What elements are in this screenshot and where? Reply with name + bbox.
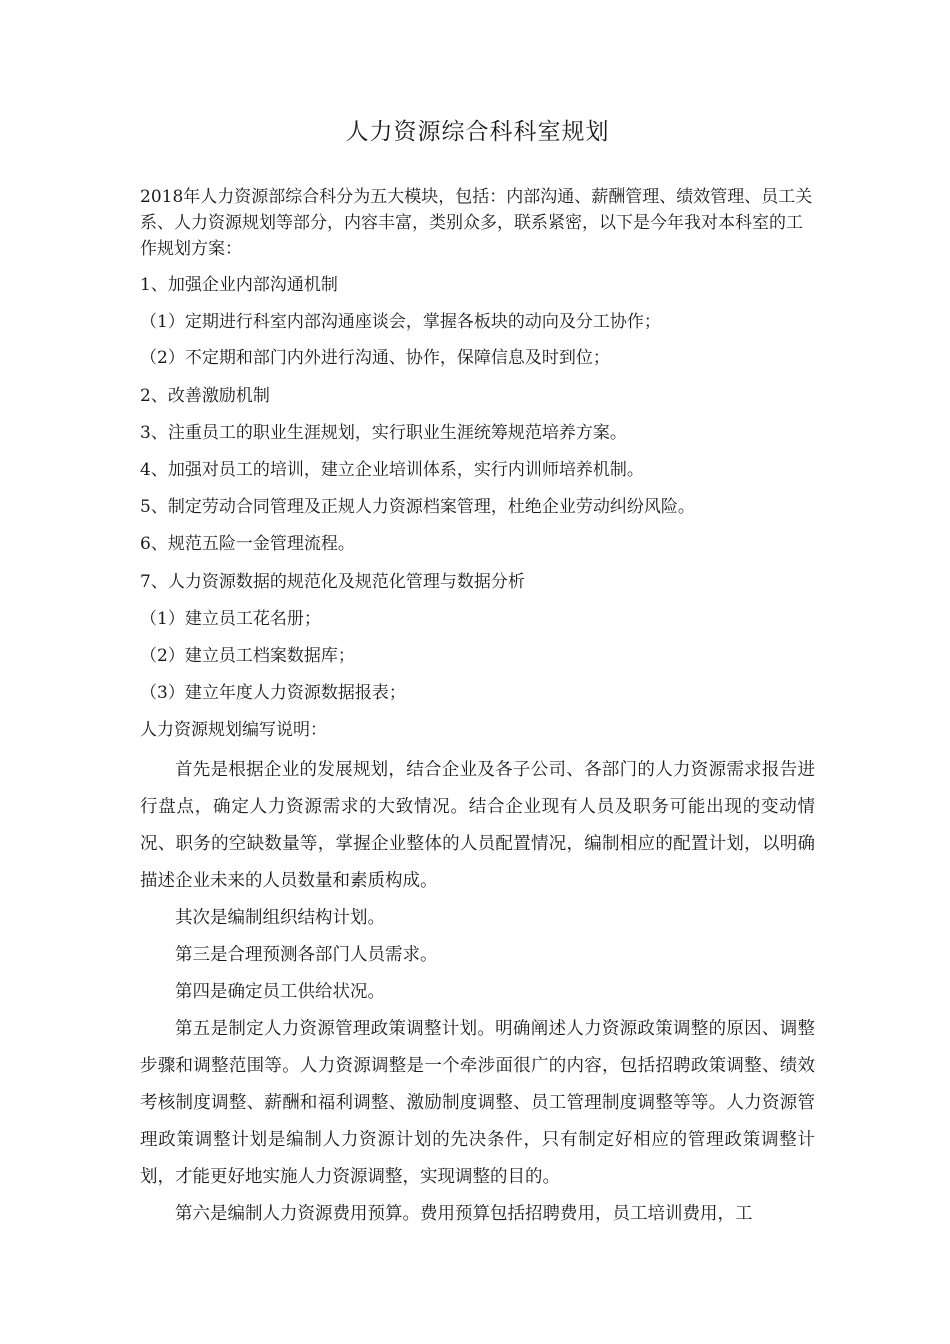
item-1-1: （1）定期进行科室内部沟通座谈会，掌握各板块的动向及分工协作； xyxy=(140,312,661,332)
item-7-1: （1）建立员工花名册； xyxy=(140,609,321,629)
item-7: 7、人力资源数据的规范化及规范化管理与数据分析 xyxy=(140,572,525,592)
section-heading: 人力资源规划编写说明： xyxy=(140,720,327,740)
item-6: 6、规范五险一金管理流程。 xyxy=(140,534,355,554)
item-1: 1、加强企业内部沟通机制 xyxy=(140,275,338,295)
intro-paragraph: 2018年人力资源部综合科分为五大模块，包括：内部沟通、薪酬管理、绩效管理、员工关系、人力资源规划等部分，内容丰富，类别众多，联系紧密，以下是今年我对本科室的工作规划方案： xyxy=(140,187,813,259)
paragraph-2: 其次是编制组织结构计划。 xyxy=(175,908,385,928)
item-7-2: （2）建立员工档案数据库； xyxy=(140,646,355,666)
paragraph-6: 第六是编制人力资源费用预算。费用预算包括招聘费用，员工培训费用，工 xyxy=(175,1204,753,1224)
paragraph-3: 第三是合理预测各部门人员需求。 xyxy=(175,945,438,965)
paragraph-4: 第四是确定员工供给状况。 xyxy=(175,982,385,1002)
item-3: 3、注重员工的职业生涯规划，实行职业生涯统筹规范培养方案。 xyxy=(140,423,627,443)
paragraph-1: 首先是根据企业的发展规划，结合企业及各子公司、各部门的人力资源需求报告进行盘点，确定人力资源需求的大致情况。结合企业现有人员及职务可能出现的变动情况、职务的空缺数量等，掌握企业整体的人员配置情况，编制相应的配置计划，以明确描述企业未来的人员数量和素质构成。 xyxy=(140,760,815,891)
item-1-2: （2）不定期和部门内外进行沟通、协作，保障信息及时到位； xyxy=(140,348,610,368)
item-4: 4、加强对员工的培训，建立企业培训体系，实行内训师培养机制。 xyxy=(140,460,644,480)
document-title: 人力资源综合科科室规划 xyxy=(345,119,610,145)
paragraph-5: 第五是制定人力资源管理政策调整计划。明确阐述人力资源政策调整的原因、调整步骤和调整范围等。人力资源调整是一个牵涉面很广的内容，包括招聘政策调整、绩效考核制度调整、薪酬和福利调整、激励制度调整、员工管理制度调整等等。人力资源管理政策调整计划是编制人力资源计划的先决条件，只有制定好相应的管理政策调整计划，才能更好地实施人力资源调整，实现调整的目的。 xyxy=(140,1019,815,1187)
item-2: 2、改善激励机制 xyxy=(140,386,270,406)
item-5: 5、制定劳动合同管理及正规人力资源档案管理，杜绝企业劳动纠纷风险。 xyxy=(140,497,695,517)
item-7-3: （3）建立年度人力资源数据报表； xyxy=(140,683,406,703)
